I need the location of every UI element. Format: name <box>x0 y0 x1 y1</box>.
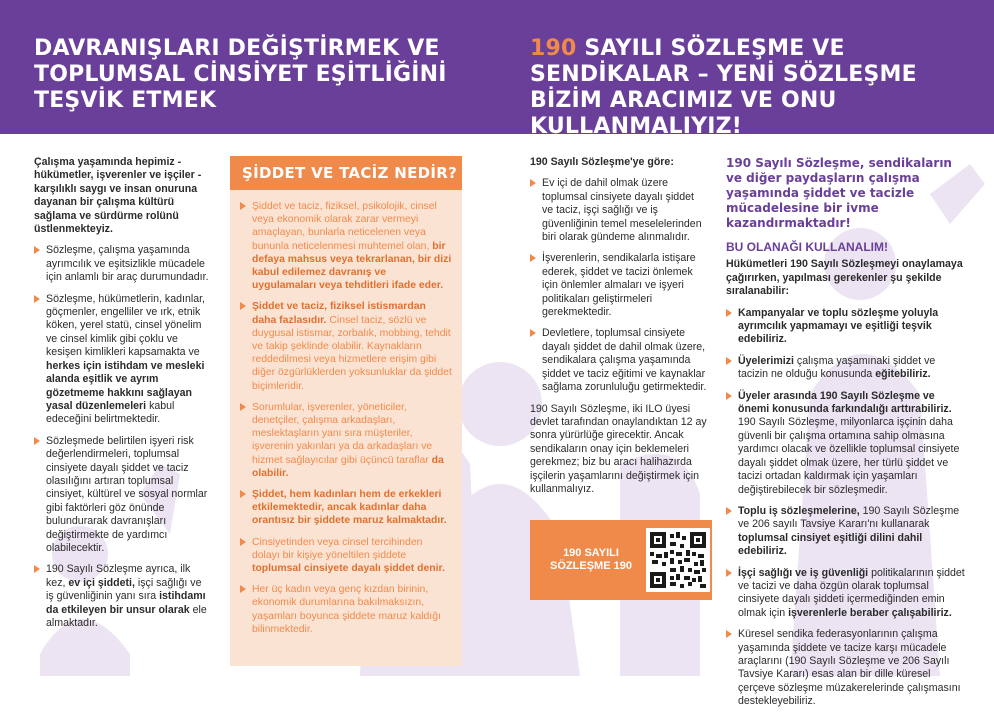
bullet-triangle-icon <box>726 630 732 638</box>
list-item: Cinsiyetinden veya cinsel tercihinden dolayı bir kişiye yöneltilen şiddete toplumsal cinsiyete dayalı şiddet denir. <box>240 536 452 576</box>
violence-definition-box <box>230 156 462 666</box>
bullet-triangle-icon <box>240 585 246 593</box>
list-item: Ev içi de dahil olmak üzere toplumsal cinsiyete dayalı şiddet ve taciz, işçi sağlığı ve iş güvenliğinin temel meselelerinden biri olarak gündeme alınmalıdır. <box>530 177 708 244</box>
bullet-triangle-icon <box>34 565 40 573</box>
bullet-triangle-icon <box>726 309 732 317</box>
list-item: Şiddet ve taciz, fiziksel istismardan daha fazlasıdır. Cinsel taciz, sözlü ve duygusal istismar, zorbalık, mobbing, tehdit ve takip şeklinde olabilir. Kaynakların reddedilmesi veya hizmetlere erişim gibi diğer özgürlüklerden yoksunluklar da şiddet biçimleridir. <box>240 300 452 392</box>
column-action <box>726 156 966 717</box>
bullet-triangle-icon <box>726 392 732 400</box>
bullet-triangle-icon <box>240 302 246 310</box>
list-item: Şiddet, hem kadınları hem de erkekleri etkilemektedir, ancak kadınlar daha orantısız bir şiddete maruz kalmaktadır. <box>240 488 452 528</box>
action-subtitle: BU OLANAĞI KULLANALIM! <box>726 240 888 254</box>
list-item: Kampanyalar ve toplu sözleşme yoluyla ayrımcılık yapmamayı ve eşitliği teşvik edebiliriz. <box>726 307 966 347</box>
bullet-triangle-icon <box>34 437 40 445</box>
list-item: Küresel sendika federasyonlarının çalışma yaşamında şiddete ve tacize karşı mücadele araçlarını (190 Sayılı Sözleşme ve 206 Sayılı Tavsiye Kararı) esas alan bir dille küresel çerçeve sözleşme müzakerelerinde çalışmasını destekleyebiliriz. <box>726 628 966 708</box>
list-item: Her üç kadın veya genç kızdan birinin, ekonomik durumlarına bakılmaksızın, yaşamları boyunca şiddete maruz kaldığı bilinmektedir. <box>240 583 452 636</box>
column-convention <box>530 156 708 504</box>
bullet-triangle-icon <box>726 569 732 577</box>
bullet-triangle-icon <box>726 507 732 515</box>
qr-label: 190 SAYILI SÖZLEŞME 190 <box>550 547 632 572</box>
left-page-title: DAVRANIŞLARI DEĞİŞTİRMEK VE TOPLUMSAL CİNSİYET EŞİTLİĞİNİ TEŞVİK ETMEK <box>34 36 447 113</box>
bullet-triangle-icon <box>530 329 536 337</box>
content-area <box>0 134 994 708</box>
column-behaviour <box>34 156 212 638</box>
right-title-text: SAYILI SÖZLEŞME VE SENDİKALAR – YENİ SÖZLEŞME BİZİM ARACIMIZ VE ONU KULLANMALIYIZ! <box>530 36 917 139</box>
column-intro: Çalışma yaşamında hepimiz - hükümetler, işverenler ve işçiler - karşılıklı saygı ve insan onuruna dayanan bir çalışma kültürü sağlama ve sürdürme rolünü üstlenmekteyiz. <box>34 156 202 236</box>
bullet-triangle-icon <box>240 538 246 546</box>
left-title-block <box>34 36 464 114</box>
bullet-triangle-icon <box>240 202 246 210</box>
action-lead: Hükümetleri 190 Sayılı Sözleşmeyi onaylamaya çağırırken, yapılması gerekenler şu şekilde sıralanabilir: <box>726 258 963 298</box>
list-item: Sözleşme, hükümetlerin, kadınlar, göçmenler, engelliler ve ırk, etnik köken, yerel statü, cinsel yönelim ve cinsel kimlik gibi çoklu ve kesişen kimlikleri kapsamakta ve herkes için istihdam ve mesleki alanda eşitlik ve ayrım gözetmeme hakkını sağlayan yasal düzenlemeleri kabul edeceğini belirtmektedir. <box>34 293 212 427</box>
list-item: İşverenlerin, sendikalarla istişare ederek, şiddet ve tacizi önlemek için önlemler almaları ve işyeri politikaları geliştirmeleri gerekmektedir. <box>530 252 708 319</box>
list-item: Üyeler arasında 190 Sayılı Sözleşme ve önemi konusunda farkındalığı arttırabiliriz. 190 Sayılı Sözleşme, milyonlarca işçinin daha güvenli bir çalışma ortamına sahip olmasına yardımcı olacak ve özellikle toplumsal cinsiyete dayalı şiddet olmak üzere, her türlü şiddet ve tacizi ortadan kaldırmak için yaşamları değiştirebilecek bir sözleşmedir. <box>726 390 966 497</box>
convention-paragraph: 190 Sayılı Sözleşme, iki ILO üyesi devlet tarafından onaylandıktan 12 ay sonra yürürlüğe girecektir. Ancak sendikaların onay için beklemeleri gerekmez; biz bu aracı halihazırda işçilerin yaşamlarını değiştirmek için kullanmalıyız. <box>530 402 707 495</box>
header-banner <box>0 0 994 139</box>
bullet-triangle-icon <box>34 295 40 303</box>
bullet-triangle-icon <box>726 357 732 365</box>
qr-code-icon[interactable] <box>646 528 710 592</box>
list-item: Sorumlular, işverenler, yöneticiler, denetçiler, çalışma arkadaşları, meslektaşların yanı sıra müşteriler, işverenin yakınları ya da arkadaşları ve hizmet sağlayıcılar gibi üçüncü taraflar da olabilir. <box>240 401 452 480</box>
qr-code-graphic <box>650 532 706 588</box>
list-item: İşçi sağlığı ve iş güvenliği politikalarının şiddet ve tacizi ve daha özgün olarak toplumsal cinsiyete dayalı şiddeti içermediğinden emin olmak için işverenlerle beraber çalışabiliriz. <box>726 567 966 621</box>
qr-code-panel[interactable] <box>530 520 712 600</box>
behaviour-list <box>34 244 212 630</box>
definition-list <box>230 190 462 636</box>
list-item: Sözleşme, çalışma yaşamında ayrımcılık ve eşitsizlikle mücadele için anlamlı bir araç durumundadır. <box>34 244 212 284</box>
action-intro: 190 Sayılı Sözleşme, sendikaların ve diğer paydaşların çalışma yaşamında şiddet ve tacizle mücadelesine bir ivme kazandırmaktadır! <box>726 156 952 230</box>
title-accent-number: 190 <box>530 36 577 61</box>
bullet-triangle-icon <box>240 403 246 411</box>
bullet-triangle-icon <box>530 254 536 262</box>
right-title-block <box>530 36 970 140</box>
convention-lead: 190 Sayılı Sözleşme'ye göre: <box>530 156 674 168</box>
list-item: Üyelerimizi çalışma yaşamınaki şiddet ve tacizin ne olduğu konusunda eğitebiliriz. <box>726 355 966 382</box>
list-item: Sözleşmede belirtilen işyeri risk değerlendirmeleri, toplumsal cinsiyete dayalı şiddet ve taciz olasılığını artıran toplumsal cinsiyet, kültürel ve sosyal normlar gibi faktörleri göz önünde bulundurarak davranışları değiştirmekte de yardımcı olabilecektir. <box>34 435 212 556</box>
list-item: Şiddet ve taciz, fiziksel, psikolojik, cinsel veya ekonomik olarak zarar vermeyi amaçlayan, bunlarla neticelenen veya bununla neticelenmesi muhtemel olan, bir defaya mahsus veya tekrarlanan, bir dizi kabul edilemez davranış ve uygulamaları veya tehditleri ifade eder. <box>240 200 452 292</box>
list-item: Devletlere, toplumsal cinsiyete dayalı şiddet de dahil olmak üzere, sendikalara çalışma yaşamında şiddet ve taciz eğitimi ve kaynaklar sağlama zorunluluğu getirmektedir. <box>530 327 708 394</box>
bullet-triangle-icon <box>34 246 40 254</box>
action-list <box>726 307 966 709</box>
convention-list <box>530 177 708 394</box>
list-item: Toplu iş sözleşmelerine, 190 Sayılı Sözleşme ve 206 sayılı Tavsiye Kararı'nı kullanarak toplumsal cinsiyet eşitliği dilini dahil edebiliriz. <box>726 505 966 559</box>
box-title: ŞİDDET VE TACİZ NEDİR? <box>230 156 462 190</box>
bullet-triangle-icon <box>530 179 536 187</box>
bullet-triangle-icon <box>240 490 246 498</box>
right-page-title <box>530 36 970 140</box>
list-item: 190 Sayılı Sözleşme ayrıca, ilk kez, ev içi şiddeti, işçi sağlığı ve iş güvenliğinin yanı sıra istihdamı da etkileyen bir unsur olarak ele almaktadır. <box>34 563 212 630</box>
